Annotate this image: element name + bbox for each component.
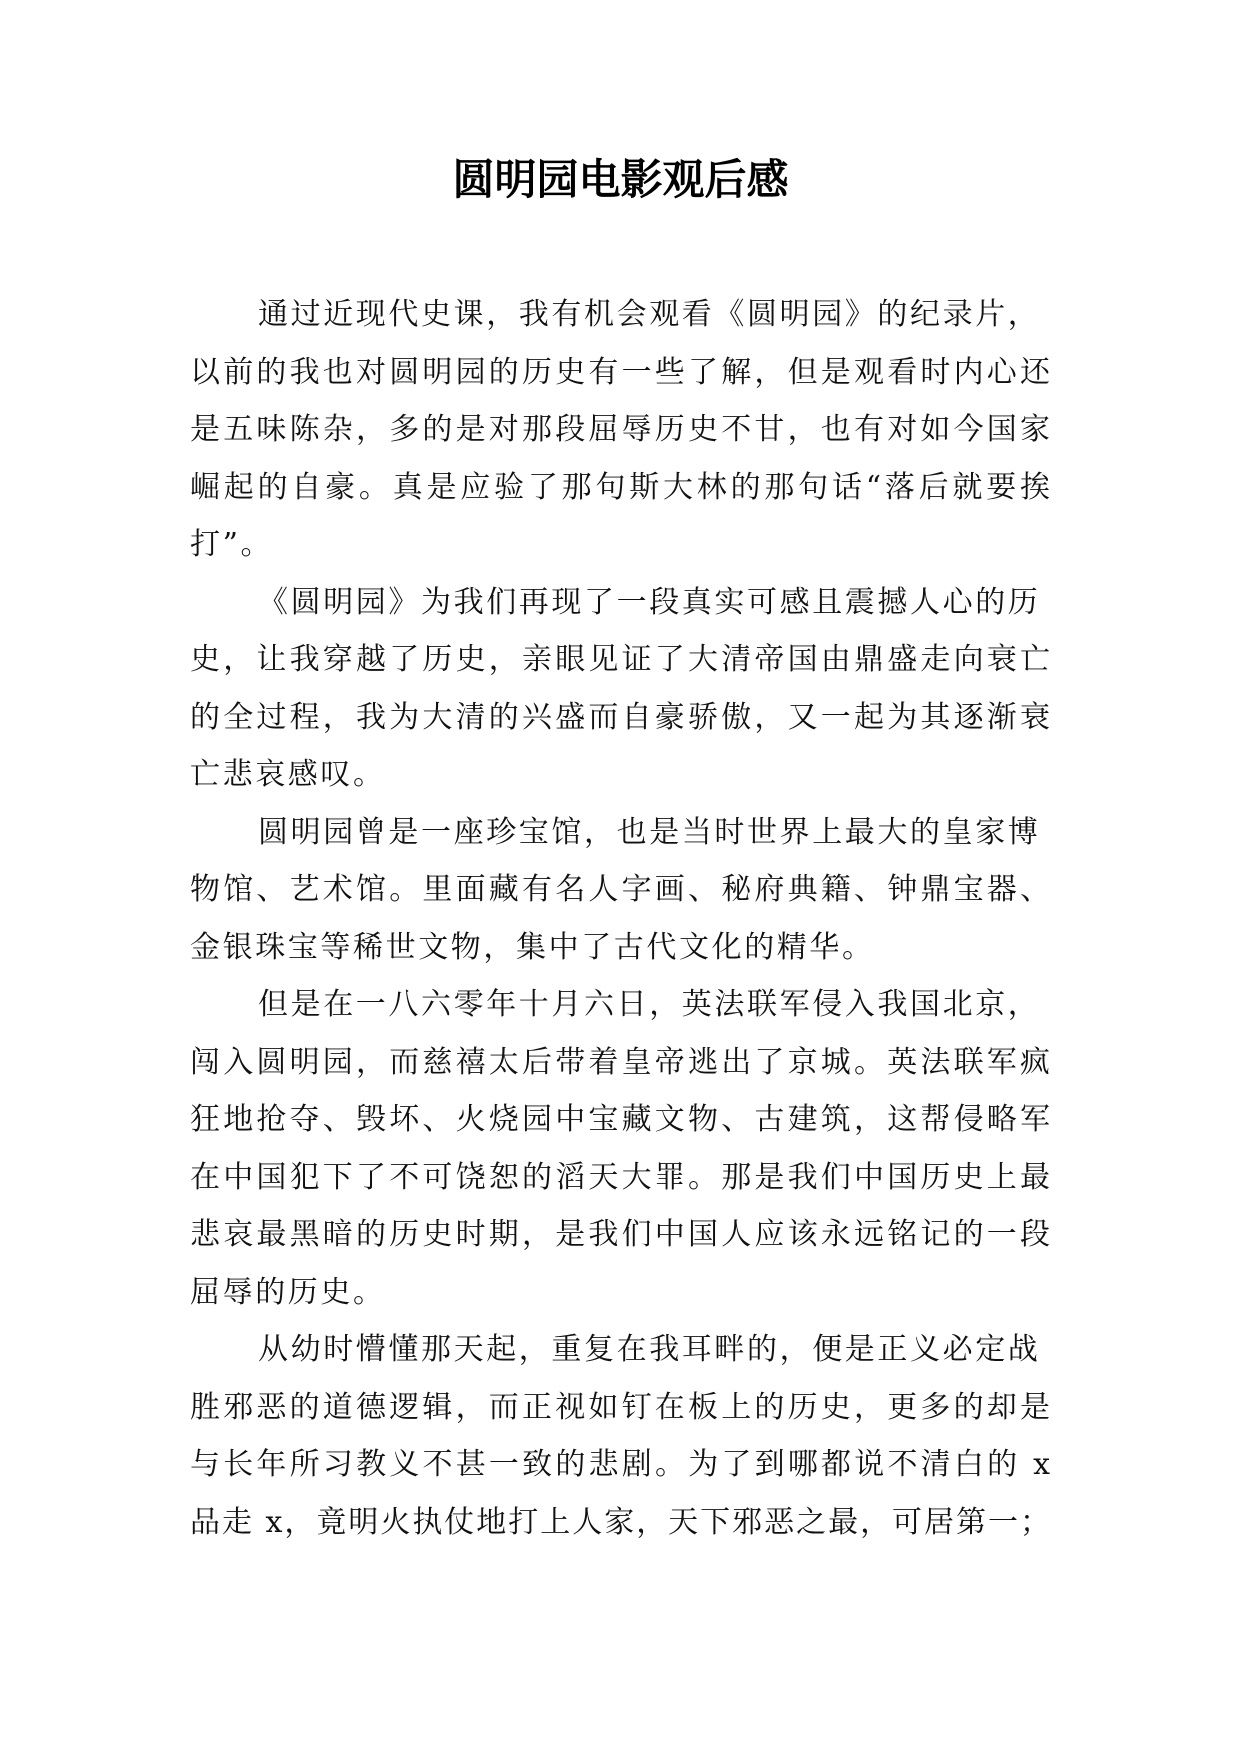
text-line: 通过近现代史课，我有机会观看《圆明园》的纪录片， xyxy=(258,297,1041,332)
text-line: 亡悲哀感叹。 xyxy=(190,757,386,792)
text-line: 以前的我也对圆明园的历史有一些了解，但是观看时内心还 xyxy=(190,354,1050,390)
text-line: 胜邪恶的道德逻辑，而正视如钉在板上的历史，更多的却是 xyxy=(190,1389,1050,1425)
text-line: 崛起的自豪。真是应验了那句斯大林的那句话“落后就要挨 xyxy=(190,469,1050,505)
text-line: 悲哀最黑暗的历史时期，是我们中国人应该永远铭记的一段 xyxy=(190,1217,1050,1252)
text-line: 的全过程，我为大清的兴盛而自豪骄傲，又一起为其逐渐衰 xyxy=(190,699,1050,735)
document-title: 圆明园电影观后感 xyxy=(452,155,789,204)
text-line: 金银珠宝等稀世文物，集中了古代文化的精华。 xyxy=(190,929,875,965)
text-line: 狂地抢夺、毁坏、火烧园中宝藏文物、古建筑，这帮侵略军 xyxy=(190,1102,1050,1137)
text-line: 但是在一八六零年十月六日，英法联军侵入我国北京， xyxy=(258,987,1041,1022)
text-line: 闯入圆明园，而慈禧太后带着皇帝逃出了京城。英法联军疯 xyxy=(190,1044,1050,1080)
text-line: 是五味陈杂，多的是对那段屈辱历史不甘，也有对如今国家 xyxy=(190,412,1050,447)
text-line: 《圆明园》为我们再现了一段真实可感且震撼人心的历 xyxy=(258,584,1041,620)
text-line: 屈辱的历史。 xyxy=(190,1274,386,1310)
text-line: 从幼时懵懂那天起，重复在我耳畔的，便是正义必定战 xyxy=(258,1332,1041,1367)
text-line: 与长年所习教义不甚一致的悲剧。为了到哪都说不清白的 x xyxy=(190,1447,1050,1482)
text-line: 史，让我穿越了历史，亲眼见证了大清帝国由鼎盛走向衰亡 xyxy=(190,642,1050,677)
document-body xyxy=(190,286,1050,1551)
text-line: 物馆、艺术馆。里面藏有名人字画、秘府典籍、钟鼎宝器、 xyxy=(190,872,1050,907)
text-line: 打”。 xyxy=(190,527,274,562)
text-line: 在中国犯下了不可饶恕的滔天大罪。那是我们中国历史上最 xyxy=(190,1159,1050,1195)
text-line: 圆明园曾是一座珍宝馆，也是当时世界上最大的皇家博 xyxy=(258,814,1041,850)
text-line: 品走 x，竟明火执仗地打上人家，天下邪恶之最，可居第一； xyxy=(190,1504,1050,1540)
